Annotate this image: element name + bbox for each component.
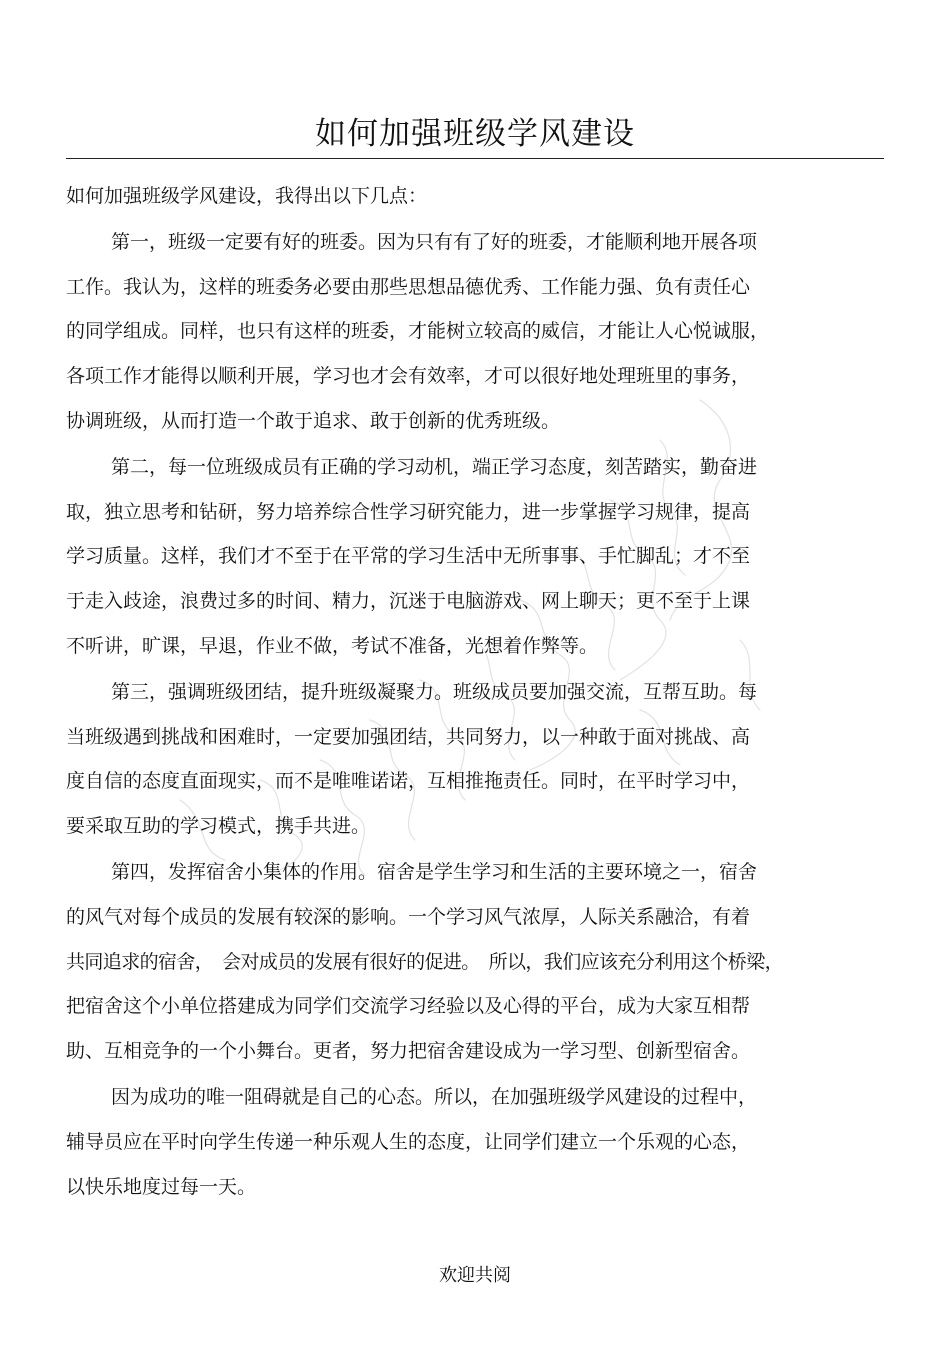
paragraph-5 bbox=[66, 1075, 866, 1209]
paragraph-line: 以快乐地度过每一天。 bbox=[66, 1175, 257, 1198]
paragraph-line: 的同学组成。同样，也只有这样的班委，才能树立较高的威信，才能让人心悦诚服， bbox=[66, 320, 770, 343]
paragraph-line: 要采取互助的学习模式，携手共进。 bbox=[66, 815, 371, 838]
paragraph-line: 共同追求的宿舍， 会对成员的发展有很好的促进。 所以，我们应该充分利用这个桥梁， bbox=[66, 950, 784, 973]
paragraph-3 bbox=[66, 670, 866, 849]
paragraph-line: 不听讲，旷课，早退，作业不做，考试不准备，光想着作弊等。 bbox=[66, 634, 599, 657]
paragraph-line: 协调班级，从而打造一个敢于追求、敢于创新的优秀班级。 bbox=[66, 409, 561, 432]
paragraph-line: 第一，班级一定要有好的班委。因为只有有了好的班委，才能顺利地开展各项 bbox=[111, 230, 758, 253]
paragraph-1 bbox=[66, 220, 866, 444]
paragraph-line: 第二，每一位班级成员有正确的学习动机，端正学习态度，刻苦踏实，勤奋进 bbox=[111, 455, 758, 478]
paragraph-line: 因为成功的唯一阻碍就是自己的心态。所以，在加强班级学风建设的过程中， bbox=[111, 1085, 758, 1108]
paragraph-2 bbox=[66, 445, 866, 669]
document-body bbox=[66, 174, 866, 1210]
paragraph-line: 助、互相竞争的一个小舞台。更者，努力把宿舍建设成为一学习型、创新型宿舍。 bbox=[66, 1040, 751, 1063]
paragraph-line: 学习质量。这样，我们才不至于在平常的学习生活中无所事事、手忙脚乱；才不至 bbox=[66, 545, 751, 568]
title-underline bbox=[66, 158, 884, 159]
paragraph-line: 把宿舍这个小单位搭建成为同学们交流学习经验以及心得的平台，成为大家互相帮 bbox=[66, 995, 751, 1018]
paragraph-line: 各项工作才能得以顺利开展，学习也才会有效率，才可以很好地处理班里的事务， bbox=[66, 365, 751, 388]
paragraph-line: 当班级遇到挑战和困难时，一定要加强团结，共同努力，以一种敢于面对挑战、高 bbox=[66, 725, 751, 748]
paragraph-line: 辅导员应在平时向学生传递一种乐观人生的态度，让同学们建立一个乐观的心态， bbox=[66, 1130, 751, 1153]
paragraph-line: 的风气对每个成员的发展有较深的影响。一个学习风气浓厚，人际关系融洽，有着 bbox=[66, 905, 751, 928]
intro-line: 如何加强班级学风建设，我得出以下几点： bbox=[66, 185, 428, 207]
paragraph-line: 第四，发挥宿舍小集体的作用。宿舍是学生学习和生活的主要环境之一，宿舍 bbox=[111, 860, 758, 883]
document-title: 如何加强班级学风建设 bbox=[315, 116, 635, 152]
paragraph-line: 于走入歧途，浪费过多的时间、精力，沉迷于电脑游戏、网上聊天；更不至于上课 bbox=[66, 590, 751, 613]
paragraph-line: 度自信的态度直面现实，而不是唯唯诺诺，互相推拖责任。同时，在平时学习中， bbox=[66, 770, 751, 793]
paragraph-line: 第三，强调班级团结，提升班级凝聚力。班级成员要加强交流，互帮互助。每 bbox=[111, 680, 758, 703]
paragraph-4 bbox=[66, 850, 866, 1074]
paragraph-line: 工作。我认为，这样的班委务必要由那些思想品德优秀、工作能力强、负有责任心 bbox=[66, 275, 751, 298]
page-footer: 欢迎共阅 bbox=[439, 1265, 511, 1286]
paragraph-line: 取，独立思考和钻研，努力培养综合性学习研究能力，进一步掌握学习规律，提高 bbox=[66, 500, 751, 523]
